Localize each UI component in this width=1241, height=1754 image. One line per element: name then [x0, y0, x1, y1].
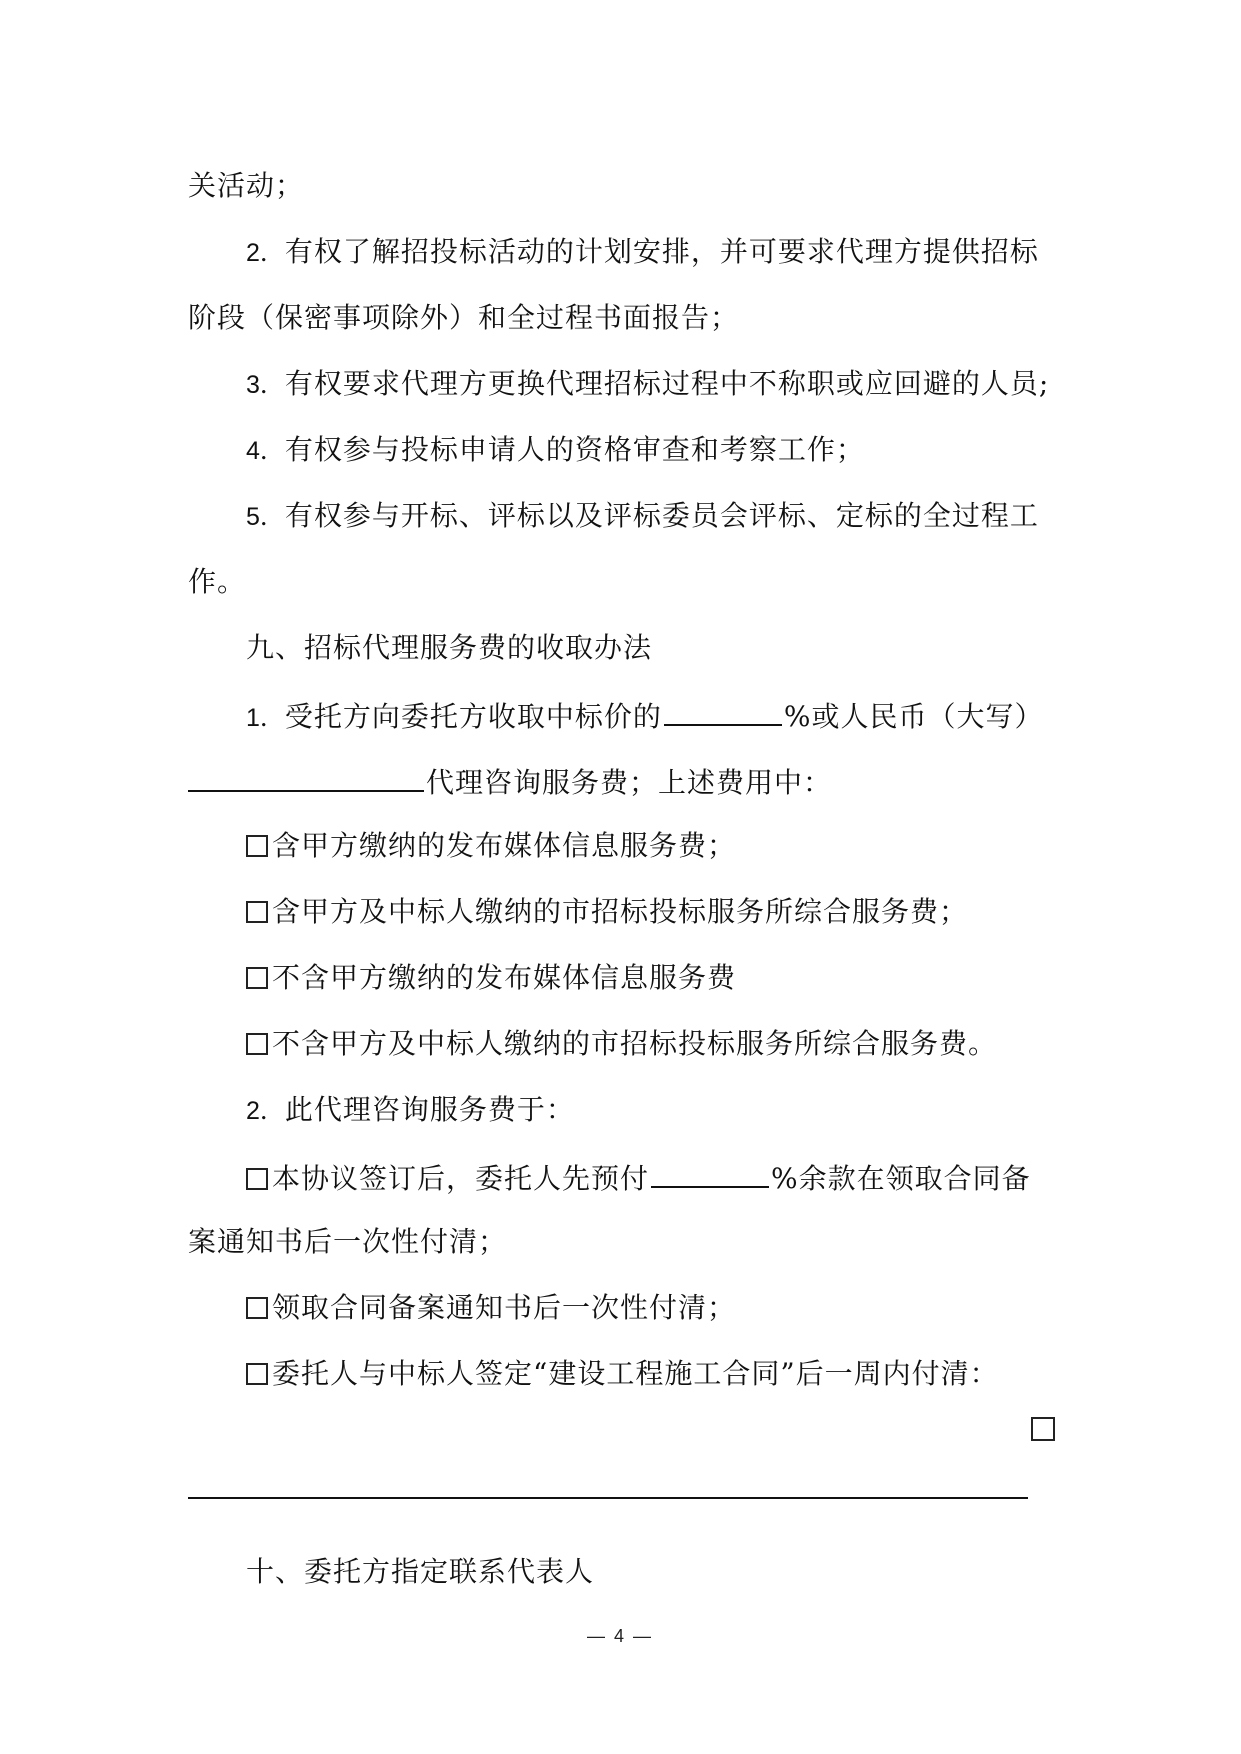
- clause-number: 3．: [246, 371, 285, 399]
- clause-text: 有权参与开标、评标以及评标委员会评标、定标的全过程工: [284, 499, 1039, 532]
- option-text: %余款在领取合同备: [771, 1162, 1031, 1195]
- option-text: 领取合同备案通知书后一次性付清；: [272, 1291, 737, 1324]
- clause-text: 有权要求代理方更换代理招标过程中不称职或应回避的人员;: [284, 367, 1050, 400]
- clause-text: 作。: [188, 565, 247, 598]
- checkbox[interactable]: [246, 1363, 268, 1385]
- option-text: 含甲方缴纳的发布媒体信息服务费；: [272, 829, 737, 862]
- section-heading: 九、招标代理服务费的收取办法: [246, 631, 653, 664]
- checkbox[interactable]: [246, 901, 268, 923]
- clause-number: 1．: [246, 704, 285, 732]
- payment-option-1[interactable]: [246, 1156, 1058, 1199]
- option-text: 不含甲方及中标人缴纳的市招标投标服务所综合服务费。: [272, 1027, 998, 1060]
- clause-number: 4．: [246, 437, 285, 465]
- clause-number: 2．: [246, 1097, 285, 1125]
- payment-option-1-continuation: [188, 1222, 1058, 1262]
- other-payment-line[interactable]: [188, 1497, 1028, 1499]
- section-heading-9: [246, 628, 1058, 668]
- payment-option-3[interactable]: [246, 1354, 1058, 1394]
- clause-text: 此代理咨询服务费于：: [284, 1093, 575, 1126]
- clause-text: 阶段（保密事项除外）和全过程书面报告；: [188, 301, 740, 334]
- clause-text: 有权了解招投标活动的计划安排，并可要求代理方提供招标: [284, 235, 1039, 268]
- fee-text: 代理咨询服务费；上述费用中：: [426, 766, 833, 799]
- option-text: 含甲方及中标人缴纳的市招标投标服务所综合服务费；: [272, 895, 969, 928]
- clause-number: 5．: [246, 503, 285, 531]
- text-line: 关活动；: [188, 169, 305, 202]
- option-text: 不含甲方缴纳的发布媒体信息服务费: [272, 961, 737, 994]
- payment-option-2[interactable]: [246, 1288, 1058, 1328]
- percentage-blank[interactable]: [664, 694, 782, 726]
- checkbox[interactable]: [246, 1033, 268, 1055]
- clause-number: 2．: [246, 239, 285, 267]
- fee-option-3[interactable]: [246, 958, 1058, 998]
- option-text: 案通知书后一次性付清；: [188, 1225, 508, 1258]
- clause-item-2: [246, 232, 1058, 273]
- paragraph-continuation: [188, 166, 1058, 206]
- fee-text: %或人民币（大写）: [783, 700, 1044, 733]
- fee-option-4[interactable]: [246, 1024, 1058, 1064]
- checkbox[interactable]: [246, 967, 268, 989]
- fee-option-2[interactable]: [246, 892, 1058, 932]
- page-number: — 4 —: [586, 1626, 653, 1646]
- clause-item-5: [246, 496, 1058, 537]
- checkbox[interactable]: [246, 1297, 268, 1319]
- other-payment-checkbox[interactable]: [1031, 1417, 1055, 1441]
- fee-item-1-continuation: [188, 760, 1058, 803]
- fee-item-1: [246, 694, 1058, 738]
- section-heading-10: [246, 1552, 1058, 1592]
- fee-option-1[interactable]: [246, 826, 1058, 866]
- clause-item-4: [246, 430, 1058, 471]
- checkbox[interactable]: [246, 1168, 268, 1190]
- checkbox[interactable]: [246, 835, 268, 857]
- option-text: 委托人与中标人签定“建设工程施工合同”后一周内付清：: [272, 1357, 999, 1390]
- fee-text: 受托方向委托方收取中标价的: [284, 700, 662, 733]
- prepay-percentage-blank[interactable]: [651, 1156, 769, 1188]
- section-heading: 十、委托方指定联系代表人: [246, 1555, 595, 1588]
- clause-item-3: [246, 364, 1058, 405]
- clause-text: 有权参与投标申请人的资格审查和考察工作；: [284, 433, 865, 466]
- clause-item-5-continuation: [188, 562, 1058, 602]
- fee-item-2: [246, 1090, 1058, 1131]
- amount-blank[interactable]: [188, 760, 424, 792]
- option-text: 本协议签订后，委托人先预付: [272, 1162, 650, 1195]
- clause-item-2-continuation: [188, 298, 1058, 338]
